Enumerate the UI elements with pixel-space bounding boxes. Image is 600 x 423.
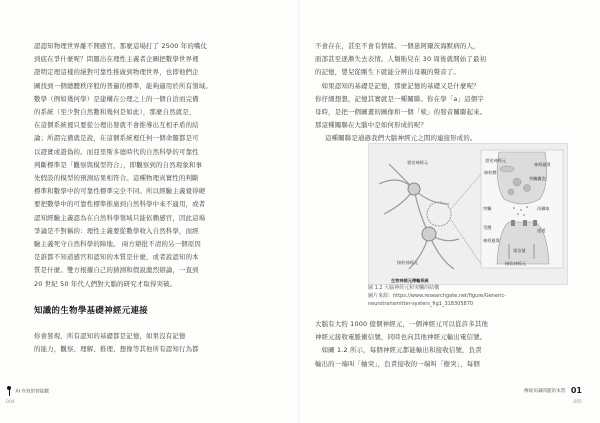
- text-line: 輸出的一端叫「軸突」，負責接收的一端叫「樹突」，每個: [315, 359, 480, 368]
- book-title: AI 有效的智能觀: [15, 389, 49, 395]
- text-line: 要把數學中的可靠性標準推廣到自然科學中來不適用，或者: [34, 200, 206, 209]
- text-line: 神經元接收電脈衝信號，同時也向其他神經元輸出電信號。: [315, 333, 487, 342]
- text-line: 圖找到一個總體秩序般的普遍的標準，能夠適用於所有領域。: [34, 81, 212, 90]
- text-line: 認知經驗主義認為在自然科學領域只能依賴感官，因此這場: [34, 213, 206, 222]
- label-synapse: 突觸: [483, 206, 492, 211]
- text-line: 先假設的模型的預測結果相符合。這種物理真實性的判斷: [34, 174, 199, 183]
- text-line: 不會存在，甚至不會有情緒。一個患阿爾茨海默病的人，: [315, 42, 480, 50]
- text-line: 驗主義死守自然科學的陣地。 兩方辯批不清的另一個原因: [34, 240, 201, 249]
- text-line: 如果認知的基礎是記憶，那麼記憶的基礎又是什麼呢？: [315, 81, 480, 90]
- right-page: [300, 0, 600, 423]
- text-line: 是誰都不知道感官和認知的本質是什麼，或者說認知的本: [34, 253, 199, 262]
- mitochondrion-shape: [500, 166, 514, 172]
- label-receptor: 受體: [483, 225, 492, 230]
- text-line: 證明定理這樣的絕對可靠性推廣到物理世界，也即他們企: [34, 68, 199, 77]
- text-line: 判斷標準是「觀察與模型符合」，即觀察到的自然現象和事: [34, 160, 203, 169]
- pin-icon: [6, 386, 12, 396]
- label-transmitter: 神經遞質: [534, 162, 551, 167]
- chapter-number: 01: [570, 386, 582, 395]
- label-axon: 神經遞質: [483, 238, 500, 243]
- text-line: 爭論是不對稱的：理性主義要從數學收入自然科學，而經: [34, 226, 199, 235]
- receiving-neuron-body: [422, 227, 436, 241]
- text-line: 數學（例如幾何學）是建構在公理之上的一個自洽而完備: [34, 94, 199, 103]
- left-paragraph-2: [34, 330, 266, 356]
- text-line: 如圖 1.2 所示，每個神經元都能輸出和接收信號，負責: [315, 346, 482, 355]
- left-page-number: 004: [6, 400, 15, 405]
- sending-neuron-body: [408, 183, 420, 195]
- label-channel: 通道: [537, 228, 546, 233]
- text-line: 在這個系統裡只要從公理出發就不會推導出互相矛盾的結: [34, 121, 199, 130]
- left-paragraph-1: [34, 40, 266, 291]
- text-line: 那這種關聯在大腦中是如何形成的呢？: [315, 121, 428, 130]
- right-footer: [524, 386, 582, 395]
- text-line: 質是什麼。雙方根據自己的猜測和假說激烈辯論，一直到: [34, 266, 199, 275]
- label-reuptake: 再攝取: [537, 206, 550, 211]
- label-system-title: 生物神經元傳輸系統: [391, 278, 429, 283]
- label-mitochondrion: 線粒體: [484, 170, 497, 175]
- text-line: 到底在爭什麼呢？問題出在理性主義者企圖把數學世界裡: [34, 55, 199, 64]
- left-footer: [6, 386, 49, 396]
- right-paragraph-1: [315, 40, 565, 146]
- chapter-title: 傳統知識問題的本質: [524, 389, 566, 394]
- figure-caption: [368, 284, 578, 308]
- caption-line: neurotransmitter-systers_fig1_318305870: [368, 301, 474, 307]
- text-line: 大腦有大約 1000 億個神經元，一個神經元可以從許多其他: [315, 320, 489, 328]
- neuron-diagram: [369, 144, 567, 284]
- text-line: 論；所謂完備就是說，在這個系統裡任何一個命題都是可: [34, 134, 199, 143]
- right-paragraph-2: [315, 318, 565, 371]
- label-zoom-bottom: 接收神經元: [505, 261, 526, 266]
- section-title: 知識的生物學基礎神經元連接: [34, 305, 149, 315]
- text-line: 你仔細想想，記憶其實就是一種關聯。你在學「a」這個字: [315, 94, 484, 103]
- text-line: 的能力，觀察、理解、推理、想像等其他所有認知行為都: [34, 345, 199, 354]
- label-vesicle: 突觸囊泡: [529, 176, 546, 181]
- caption-line: 圖片來源：https://www.researchgate.net/figure/Generic-: [368, 293, 507, 299]
- text-line: 母時，是把一個圖畫的圖像和一個「欸」的發音關聯起來。: [315, 108, 487, 117]
- text-line: 20 世紀 50 年代人們對大腦的研究才取得突破。: [34, 279, 177, 288]
- text-line: 標準和數學中的可靠性標準完全不同。所以經驗主義覺得硬: [34, 187, 206, 196]
- label-zoom-top: 發送神經元: [485, 158, 506, 163]
- label-sending-neuron: 發送神經元: [407, 160, 428, 165]
- neuron-figure: [368, 143, 568, 285]
- text-line: 以證實或證偽的。而亞里斯多德時代的自然科學的可靠性: [34, 147, 199, 156]
- caption-line: 圖 1.2 大腦神經元和突觸的結構: [368, 285, 440, 291]
- text-line: 的系統（至少對自然數和幾何是如此），那麼自然就是，: [34, 108, 196, 117]
- text-line: 認認知物理世界離不開感官。那麼這場打了 2500 年的嘴仗: [34, 42, 208, 50]
- label-receiving-neuron: 接收神經元: [397, 260, 418, 265]
- vesicle-shape: [513, 178, 521, 186]
- text-line: 的記憶，嬰兒從剛生下就能分辨出母親的聲音了。: [315, 68, 460, 77]
- label-signal: 電信號: [513, 248, 526, 253]
- right-page-number: 005: [573, 400, 582, 405]
- text-line: 這種關聯是通過我們大腦神經元之間的連接形成的。: [325, 134, 477, 143]
- text-line: 面部甚至逐漸失去表情。人類貽兒在 30 周後就開始了最初: [315, 55, 487, 64]
- text-line: 你會發現，所有認知的基礎都是記憶，如果沒有記憶: [34, 332, 186, 340]
